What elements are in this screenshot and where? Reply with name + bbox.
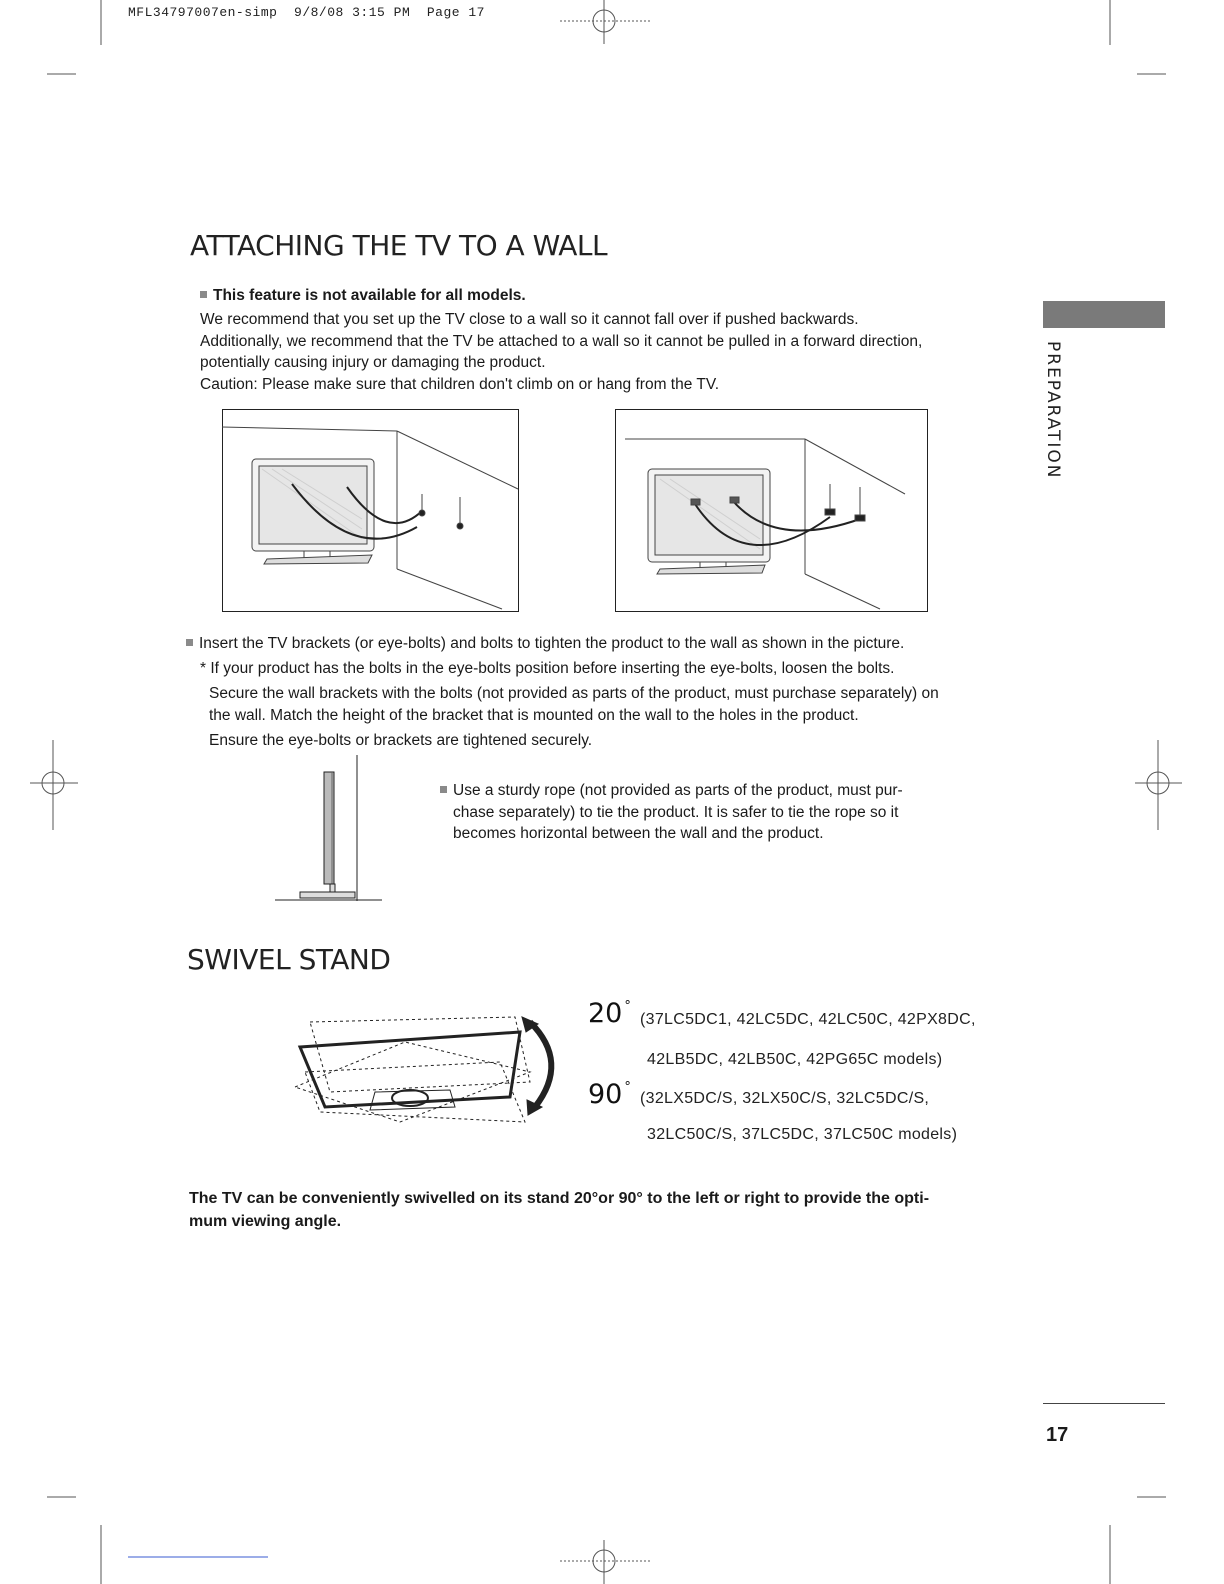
swivel-description-line-2: mum viewing angle. — [189, 1213, 342, 1230]
bullet-icon — [186, 639, 193, 646]
illustration-eye-bolts — [222, 409, 519, 612]
intro-line-3: potentially causing injury or damaging the product. — [200, 354, 546, 371]
intro-paragraph — [200, 309, 922, 395]
page-number: 17 — [1046, 1424, 1069, 1446]
availability-note — [200, 285, 526, 307]
angle-20-models-line-2: 42LB5DC, 42LB50C, 42PG65C models) — [647, 1051, 943, 1068]
rope-note-text-1: Use a sturdy rope (not provided as parts of the product, must pur- — [453, 782, 903, 799]
angle-90 — [588, 1079, 631, 1110]
illustration-side-view — [270, 755, 390, 905]
section-title-swivel: SWIVEL STAND — [187, 943, 391, 976]
angle-90-models-line-2: 32LC50C/S, 37LC5DC, 37LC50C models) — [647, 1126, 958, 1143]
angle-20 — [588, 998, 631, 1029]
illustration-wall-brackets — [615, 409, 928, 612]
instruction-line-3: Secure the wall brackets with the bolts (not provided as parts of the product, must purchase separately) on — [209, 685, 939, 702]
rope-note-line-1 — [440, 780, 903, 802]
bullet-icon — [200, 291, 207, 298]
instructions-block — [186, 633, 986, 751]
bullet-icon — [440, 786, 447, 793]
angle-20-unit: ° — [624, 999, 631, 1014]
intro-line-2: Additionally, we recommend that the TV be attached to a wall so it cannot be pulled in a forward direction, — [200, 332, 923, 350]
rope-note-line-2: chase separately) to tie the product. It is safer to tie the rope so it — [453, 803, 899, 821]
instruction-line-5: Ensure the eye-bolts or brackets are tightened securely. — [209, 731, 593, 749]
section-title-wall: ATTACHING THE TV TO A WALL — [190, 229, 608, 262]
print-header: MFL34797007en-simp 9/8/08 3:15 PM Page 17 — [128, 5, 485, 20]
intro-line-1: We recommend that you set up the TV close to a wall so it cannot fall over if pushed backwards. — [200, 311, 859, 328]
angle-90-models-line-1: (32LX5DC/S, 32LX50C/S, 32LC5DC/S, — [640, 1090, 930, 1107]
instruction-line-4: the wall. Match the height of the bracket that is mounted on the wall to the holes in the product. — [209, 706, 859, 724]
angle-20-value: 20 — [588, 998, 623, 1029]
angle-90-unit: ° — [624, 1080, 631, 1095]
side-tab-bar — [1043, 301, 1165, 328]
availability-note-text: This feature is not available for all models. — [213, 287, 526, 304]
swivel-description — [189, 1187, 929, 1233]
instruction-bullet-text: Insert the TV brackets (or eye-bolts) and bolts to tighten the product to the wall as shown in the picture. — [199, 635, 905, 652]
rope-note — [440, 780, 903, 845]
instruction-bullet — [186, 633, 986, 658]
instruction-footnote: * If your product has the bolts in the eye-bolts position before inserting the eye-bolts, loosen the bolts. — [200, 660, 895, 677]
illustration-swivel-stand — [290, 1012, 565, 1127]
swivel-description-line-1: The TV can be conveniently swivelled on its stand 20°or 90° to the left or right to provide the opti- — [189, 1190, 930, 1207]
angle-90-value: 90 — [588, 1079, 623, 1110]
angle-20-models-line-1: (37LC5DC1, 42LC5DC, 42LC50C, 42PX8DC, — [640, 1011, 976, 1028]
side-tab-label: PREPARATION — [1043, 341, 1063, 480]
intro-line-4: Caution: Please make sure that children don't climb on or hang from the TV. — [200, 375, 720, 393]
page-number-rule — [1043, 1403, 1165, 1404]
rope-note-line-3: becomes horizontal between the wall and the product. — [453, 825, 824, 842]
